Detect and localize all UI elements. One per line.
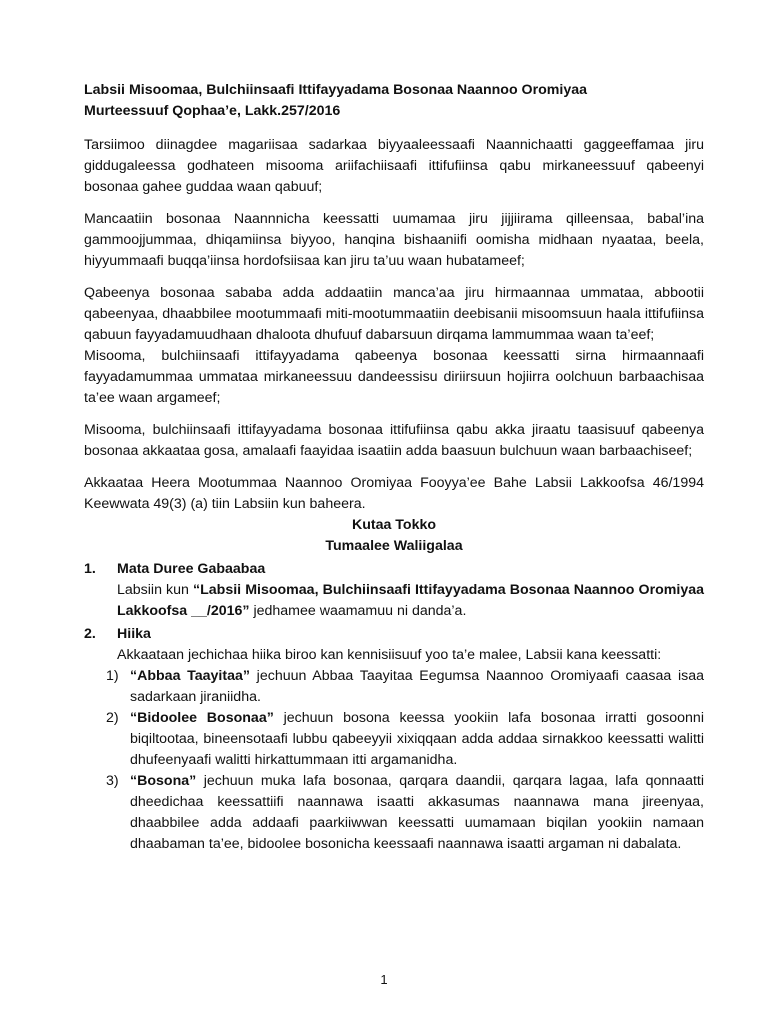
section-1-law-name: “Labsii Misoomaa, Bulchiinsaafi Ittifayyadama Bosonaa Naannoo Oromiyaa Lakkoofsa __/2016” (117, 582, 704, 619)
preamble-paragraph-1: Tarsiimoo diinagdee magariisaa sadarkaa biyyaaleessaafi Naannichaatti gaggeeffamaa jiru giddugaleessa godhateen misooma ariifachiisaafi ittifufiinsa qabu mirkaneessuuf qabeenyi bosonaa gahee guddaa waan qabuuf; (84, 137, 704, 195)
section-1-title: Mata Duree Gabaabaa (117, 561, 266, 577)
section-2-heading (84, 624, 704, 645)
section-1-pre: Labsiin kun (117, 582, 194, 598)
definition-text (130, 708, 704, 771)
section-2-title: Hiika (117, 626, 151, 642)
document-title-line2: Murteessuuf Qophaa’e, Lakk.257/2016 (84, 103, 341, 119)
definition-item (106, 666, 704, 708)
definition-term: “Bidoolee Bosonaa” (130, 710, 274, 726)
preamble-paragraph-5: Misooma, bulchiinsaafi ittifayyadama bosonaa ittifufiinsa qabu akka jiraatu taasisuuf qabeenya bosonaa akkaataa gosa, amalaafi faayidaa isaatiin adda baasuun bulchuun waan barbaachiseef; (84, 422, 704, 459)
section-1-body (117, 580, 704, 622)
definition-text (130, 666, 704, 708)
preamble-paragraph-4: Misooma, bulchiinsaafi ittifayyadama qabeenya bosonaa keessatti sirna hirmaannaafi fayyadamummaa ummataa mirkaneessuu dandeessisu diriirsuun hojiirra oolchuun barbaachisaa ta’ee waan argameef; (84, 348, 704, 406)
definition-term: “Abbaa Taayitaa” (130, 668, 250, 684)
definition-number: 3) (106, 773, 119, 789)
page-number: 1 (380, 972, 388, 987)
definition-body: jechuun Abbaa Taayitaa Eegumsa Naannoo Oromiyaafi caasaa isaa sadarkaan jiraniidha. (130, 668, 704, 705)
section-1-post: jedhamee waamamuu ni danda’a. (249, 603, 467, 619)
document-page (84, 80, 704, 855)
definition-item (106, 708, 704, 771)
document-title-line1: Labsii Misoomaa, Bulchiinsaafi Ittifayyadama Bosonaa Naannoo Oromiyaa (84, 82, 588, 98)
section-1-heading (84, 559, 704, 580)
definition-number: 2) (106, 710, 119, 726)
part-title: Tumaalee Waliigalaa (325, 538, 463, 554)
part-label: Kutaa Tokko (351, 517, 437, 533)
section-2-number: 2. (84, 626, 96, 642)
preamble-paragraph-2: Mancaatiin bosonaa Naannnicha keessatti uumamaa jiru jijjiirama qilleensaa, babal’ina gammoojjummaa, dhiqamiinsa biyyoo, hanqina bishaaniifi oomisha midhaan nyaataa, beela, hiyyummaafi buqqa’iinsa hordofsiisaa kan jiru ta’uu waan hubatameef; (84, 211, 704, 269)
definition-body: jechuun bosona keessa yookiin lafa bosonaa irratti gosoonni biqiltootaa, bineensotaafi lubbu qabeeyyii xixiqqaan adda addaa sirnakkoo keessatti walitti dhufeenyaafi walitti hirkattummaan itti argamanidha. (130, 710, 704, 768)
section-2-intro: Akkaataan jechichaa hiika biroo kan kennisiisuuf yoo ta’e malee, Labsii kana keessatti: (117, 647, 662, 663)
definition-number: 1) (106, 668, 119, 684)
preamble-paragraph-3: Qabeenya bosonaa sababa adda addaatiin manca’aa jiru hirmaannaa ummataa, abbootii qabeenyaa, dhaabbilee mootummaafi miti-mootummaatiin deebisanii misoomsuun haala ittifufiinsa qabuun fayyadamuudhaan dhaloota dhufuuf dabarsuun dirqama lammummaa waan ta’eef; (84, 285, 704, 343)
section-1-number: 1. (84, 561, 96, 577)
definition-item (106, 771, 704, 855)
preamble-enactment: Akkaataa Heera Mootummaa Naannoo Oromiyaa Fooyya’ee Bahe Labsii Lakkoofsa 46/1994 Keewwata 49(3) (a) tiin Labsiin kun baheera. (84, 475, 704, 512)
definition-body: jechuun muka lafa bosonaa, qarqara daandii, qarqara lagaa, lafa qonnaatti dheedichaa keessattiifi naannawa isaatti akkasumas naannawa mana jireenyaa, dhaabbilee adda addaafi paarkiiwwan keessatti uumamaan biqilan yookiin namaan dhaabaman ta’ee, bidoolee bosonicha keessaafi naannawa isaatti argaman ni dabalata. (130, 773, 704, 852)
definition-text (130, 771, 704, 855)
definition-term: “Bosona” (130, 773, 197, 789)
